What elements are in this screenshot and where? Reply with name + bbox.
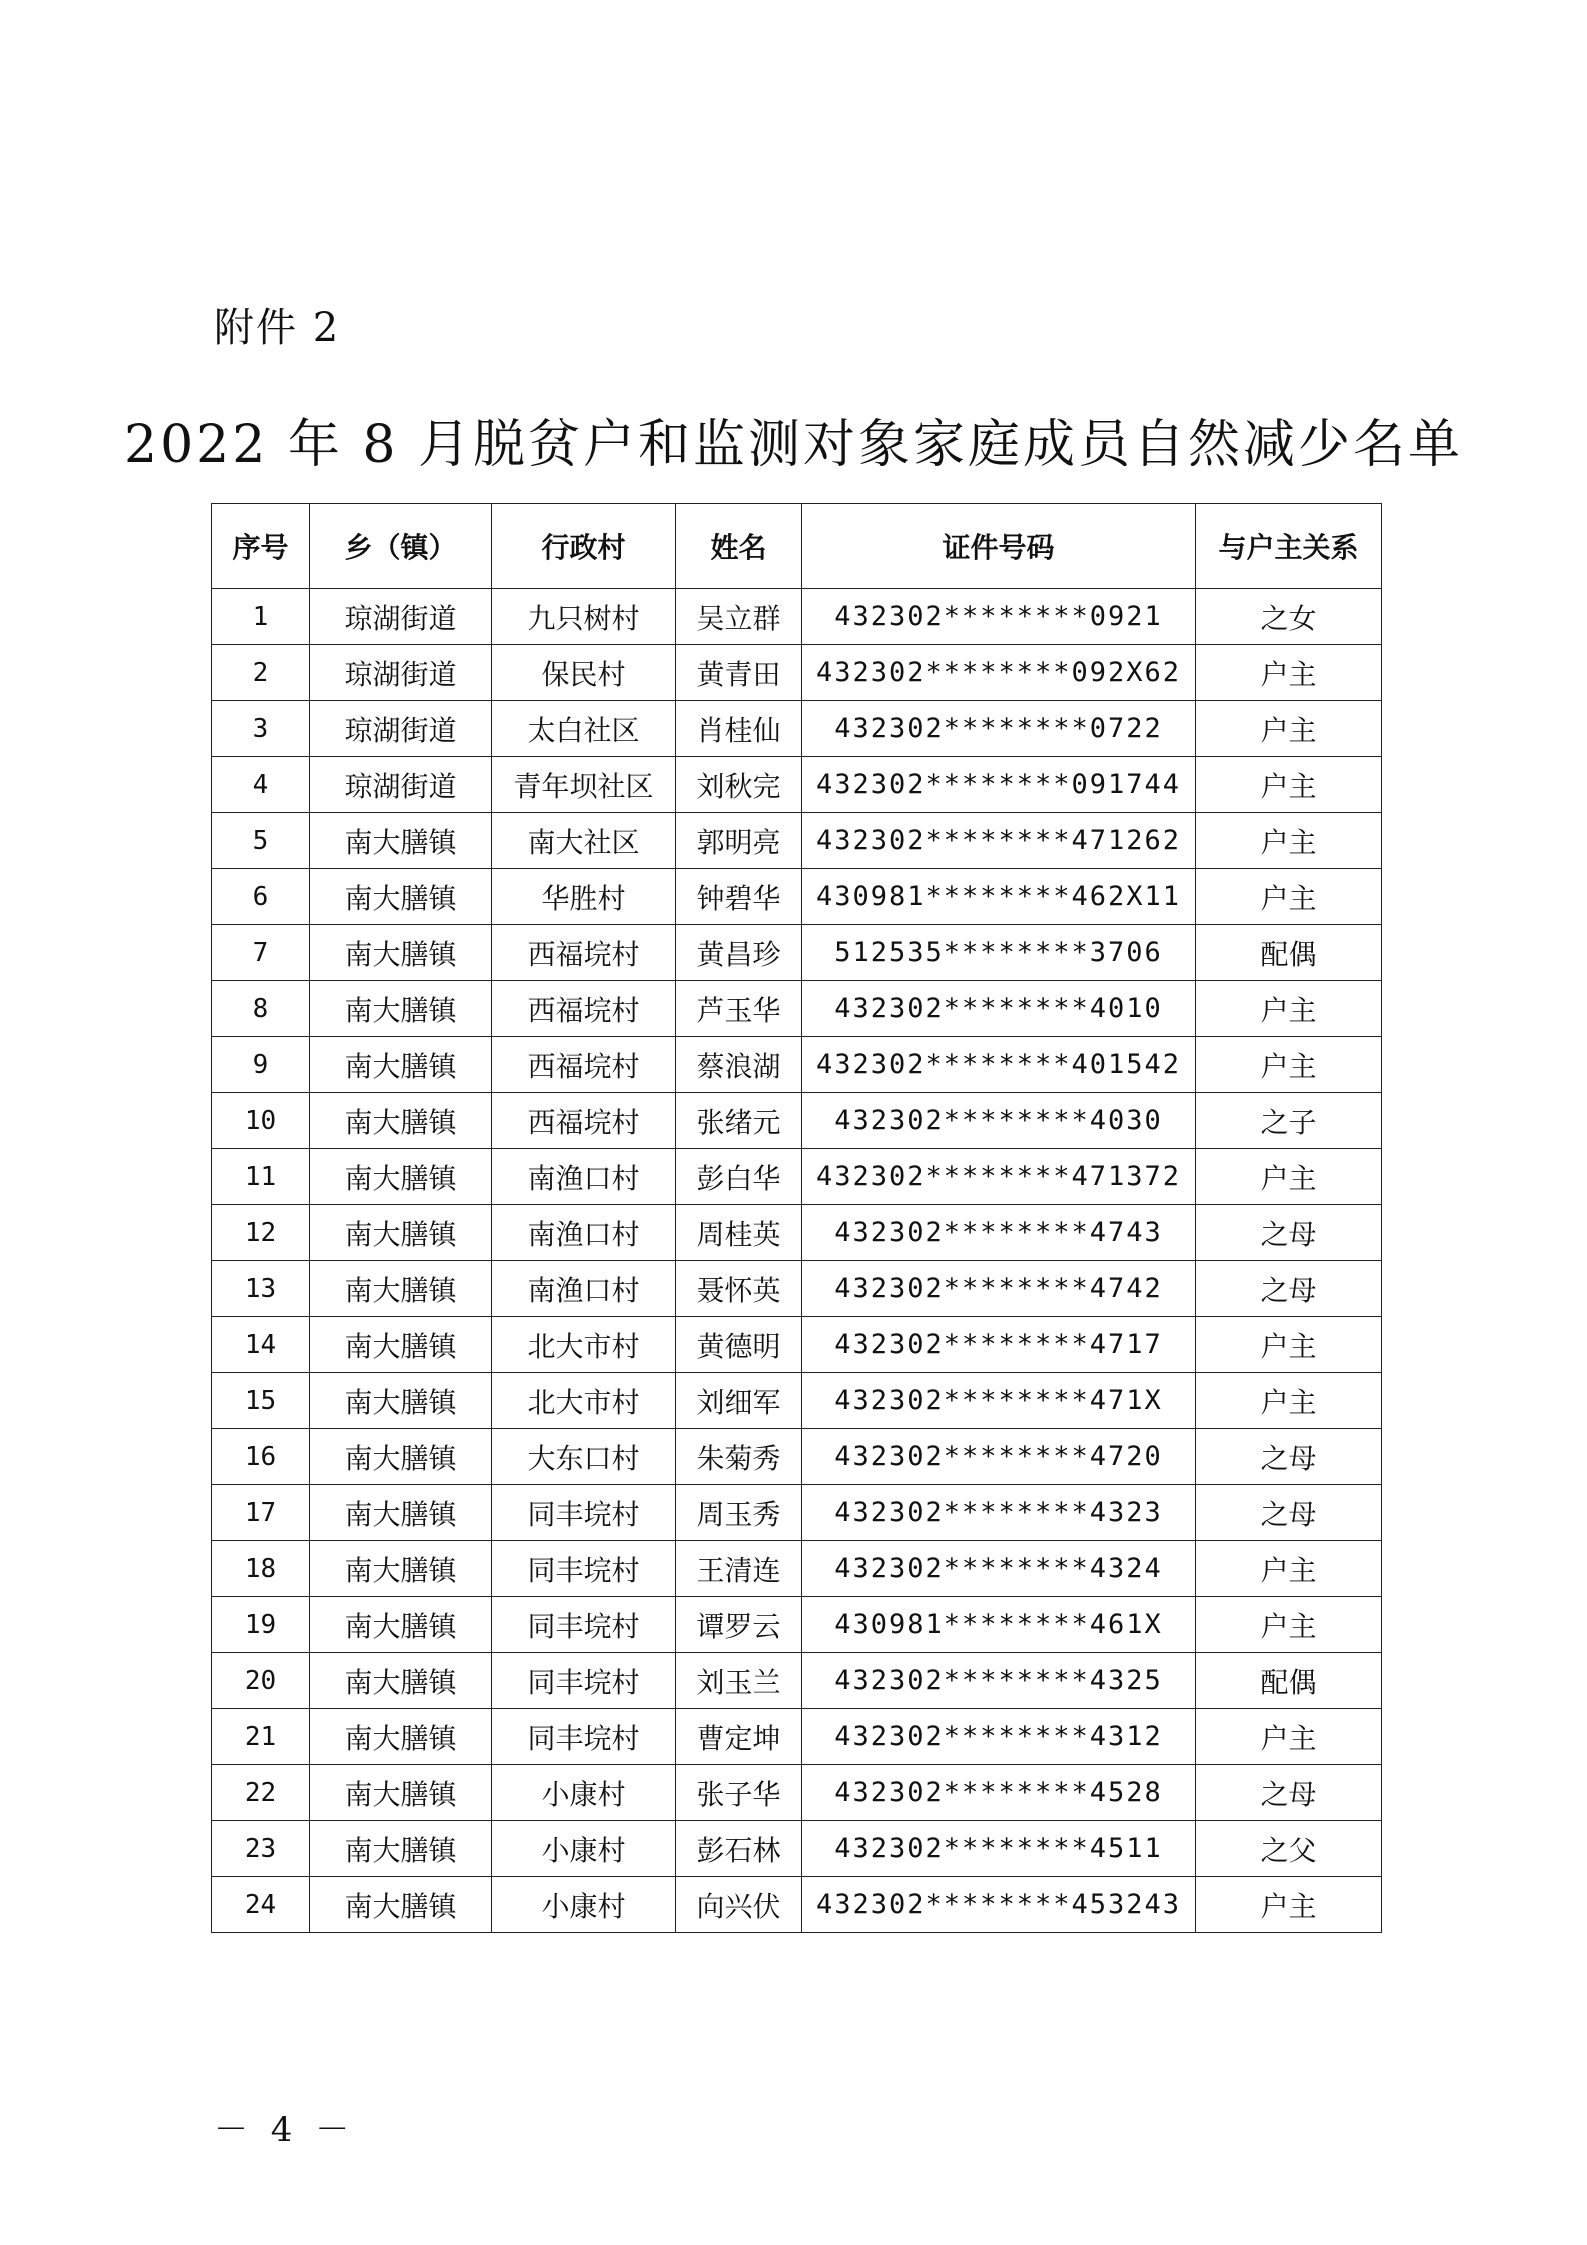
cell-name: 张子华: [676, 1765, 802, 1821]
table-row: [212, 1765, 1382, 1821]
cell-id-number: 432302********0722: [802, 701, 1196, 757]
cell-seq: 22: [212, 1765, 310, 1821]
cell-relation: 户主: [1196, 1317, 1382, 1373]
cell-village: 小康村: [492, 1765, 676, 1821]
cell-id-number: 432302********471372: [802, 1149, 1196, 1205]
cell-relation: 户主: [1196, 1597, 1382, 1653]
cell-seq: 6: [212, 869, 310, 925]
table-row: [212, 701, 1382, 757]
table-row: [212, 1821, 1382, 1877]
cell-name: 黄昌珍: [676, 925, 802, 981]
cell-town: 琼湖街道: [310, 757, 492, 813]
cell-id-number: 432302********4325: [802, 1653, 1196, 1709]
cell-name: 刘玉兰: [676, 1653, 802, 1709]
cell-relation: 之父: [1196, 1821, 1382, 1877]
table-row: [212, 1877, 1382, 1933]
cell-id-number: 432302********4742: [802, 1261, 1196, 1317]
cell-name: 曹定坤: [676, 1709, 802, 1765]
cell-village: 小康村: [492, 1821, 676, 1877]
cell-name: 刘细军: [676, 1373, 802, 1429]
cell-village: 同丰垸村: [492, 1541, 676, 1597]
cell-seq: 21: [212, 1709, 310, 1765]
cell-town: 南大膳镇: [310, 1877, 492, 1933]
cell-name: 肖桂仙: [676, 701, 802, 757]
cell-town: 南大膳镇: [310, 1149, 492, 1205]
cell-village: 同丰垸村: [492, 1709, 676, 1765]
header-town: 乡（镇）: [310, 504, 492, 589]
cell-name: 谭罗云: [676, 1597, 802, 1653]
cell-name: 周玉秀: [676, 1485, 802, 1541]
cell-relation: 户主: [1196, 1149, 1382, 1205]
cell-village: 西福垸村: [492, 925, 676, 981]
cell-town: 南大膳镇: [310, 1261, 492, 1317]
cell-town: 南大膳镇: [310, 981, 492, 1037]
cell-id-number: 432302********0921: [802, 589, 1196, 645]
cell-name: 钟碧华: [676, 869, 802, 925]
cell-relation: 之子: [1196, 1093, 1382, 1149]
cell-relation: 户主: [1196, 813, 1382, 869]
table-row: [212, 1373, 1382, 1429]
cell-village: 西福垸村: [492, 1037, 676, 1093]
table-row: [212, 757, 1382, 813]
cell-id-number: 432302********092X62: [802, 645, 1196, 701]
cell-name: 聂怀英: [676, 1261, 802, 1317]
cell-village: 同丰垸村: [492, 1597, 676, 1653]
cell-seq: 12: [212, 1205, 310, 1261]
header-id-number: 证件号码: [802, 504, 1196, 589]
cell-id-number: 432302********4010: [802, 981, 1196, 1037]
table-row: [212, 1429, 1382, 1485]
roster-table: [211, 503, 1382, 1933]
cell-id-number: 432302********4511: [802, 1821, 1196, 1877]
header-seq: 序号: [212, 504, 310, 589]
cell-town: 南大膳镇: [310, 1821, 492, 1877]
cell-seq: 19: [212, 1597, 310, 1653]
cell-seq: 17: [212, 1485, 310, 1541]
cell-relation: 户主: [1196, 869, 1382, 925]
table-row: [212, 981, 1382, 1037]
cell-name: 蔡浪湖: [676, 1037, 802, 1093]
table-row: [212, 813, 1382, 869]
cell-village: 南渔口村: [492, 1149, 676, 1205]
cell-village: 北大市村: [492, 1317, 676, 1373]
cell-id-number: 432302********4312: [802, 1709, 1196, 1765]
table-row: [212, 1205, 1382, 1261]
cell-seq: 8: [212, 981, 310, 1037]
cell-name: 彭石林: [676, 1821, 802, 1877]
cell-town: 南大膳镇: [310, 869, 492, 925]
cell-seq: 18: [212, 1541, 310, 1597]
cell-id-number: 432302********453243: [802, 1877, 1196, 1933]
cell-village: 太白社区: [492, 701, 676, 757]
cell-village: 南大社区: [492, 813, 676, 869]
cell-id-number: 432302********4324: [802, 1541, 1196, 1597]
cell-id-number: 432302********4717: [802, 1317, 1196, 1373]
attachment-label: 附件 2: [214, 305, 341, 351]
page-number: － 4 －: [214, 2110, 356, 2150]
cell-village: 南渔口村: [492, 1261, 676, 1317]
cell-seq: 23: [212, 1821, 310, 1877]
cell-seq: 9: [212, 1037, 310, 1093]
cell-relation: 户主: [1196, 757, 1382, 813]
cell-village: 西福垸村: [492, 981, 676, 1037]
table-row: [212, 645, 1382, 701]
cell-relation: 之女: [1196, 589, 1382, 645]
cell-id-number: 432302********401542: [802, 1037, 1196, 1093]
table-row: [212, 1093, 1382, 1149]
cell-id-number: 432302********4743: [802, 1205, 1196, 1261]
cell-name: 彭白华: [676, 1149, 802, 1205]
cell-town: 南大膳镇: [310, 1037, 492, 1093]
table-row: [212, 1317, 1382, 1373]
cell-seq: 15: [212, 1373, 310, 1429]
cell-town: 南大膳镇: [310, 1205, 492, 1261]
cell-name: 黄青田: [676, 645, 802, 701]
cell-id-number: 432302********091744: [802, 757, 1196, 813]
cell-town: 南大膳镇: [310, 1709, 492, 1765]
cell-relation: 户主: [1196, 981, 1382, 1037]
cell-village: 小康村: [492, 1877, 676, 1933]
cell-id-number: 432302********471X: [802, 1373, 1196, 1429]
header-village: 行政村: [492, 504, 676, 589]
table-row: [212, 1485, 1382, 1541]
cell-town: 南大膳镇: [310, 1093, 492, 1149]
cell-name: 芦玉华: [676, 981, 802, 1037]
cell-name: 黄德明: [676, 1317, 802, 1373]
cell-name: 刘秋完: [676, 757, 802, 813]
cell-town: 南大膳镇: [310, 1429, 492, 1485]
cell-village: 北大市村: [492, 1373, 676, 1429]
cell-name: 朱菊秀: [676, 1429, 802, 1485]
cell-town: 南大膳镇: [310, 1597, 492, 1653]
cell-seq: 11: [212, 1149, 310, 1205]
cell-relation: 之母: [1196, 1429, 1382, 1485]
cell-relation: 户主: [1196, 1541, 1382, 1597]
cell-name: 郭明亮: [676, 813, 802, 869]
cell-name: 张绪元: [676, 1093, 802, 1149]
cell-town: 南大膳镇: [310, 1765, 492, 1821]
cell-seq: 14: [212, 1317, 310, 1373]
cell-village: 华胜村: [492, 869, 676, 925]
cell-town: 南大膳镇: [310, 1317, 492, 1373]
document-title: 2022 年 8 月脱贫户和监测对象家庭成员自然减少名单: [123, 415, 1463, 475]
table-header-row: [212, 504, 1382, 589]
cell-id-number: 432302********4030: [802, 1093, 1196, 1149]
cell-town: 琼湖街道: [310, 701, 492, 757]
cell-relation: 户主: [1196, 1037, 1382, 1093]
cell-seq: 3: [212, 701, 310, 757]
cell-id-number: 432302********4720: [802, 1429, 1196, 1485]
cell-name: 向兴伏: [676, 1877, 802, 1933]
cell-town: 南大膳镇: [310, 1653, 492, 1709]
table-row: [212, 1541, 1382, 1597]
cell-name: 吴立群: [676, 589, 802, 645]
table-row: [212, 1709, 1382, 1765]
cell-town: 南大膳镇: [310, 1485, 492, 1541]
cell-village: 大东口村: [492, 1429, 676, 1485]
cell-relation: 配偶: [1196, 925, 1382, 981]
cell-relation: 户主: [1196, 1373, 1382, 1429]
cell-relation: 户主: [1196, 1709, 1382, 1765]
cell-seq: 1: [212, 589, 310, 645]
cell-id-number: 512535********3706: [802, 925, 1196, 981]
cell-seq: 13: [212, 1261, 310, 1317]
table-row: [212, 925, 1382, 981]
table-body: [212, 589, 1382, 1933]
cell-village: 同丰垸村: [492, 1485, 676, 1541]
header-relation: 与户主关系: [1196, 504, 1382, 589]
cell-seq: 5: [212, 813, 310, 869]
cell-village: 保民村: [492, 645, 676, 701]
table-row: [212, 1653, 1382, 1709]
cell-name: 周桂英: [676, 1205, 802, 1261]
cell-id-number: 432302********471262: [802, 813, 1196, 869]
cell-relation: 之母: [1196, 1765, 1382, 1821]
table-row: [212, 1149, 1382, 1205]
cell-relation: 配偶: [1196, 1653, 1382, 1709]
table-row: [212, 589, 1382, 645]
cell-village: 同丰垸村: [492, 1653, 676, 1709]
cell-seq: 4: [212, 757, 310, 813]
cell-relation: 户主: [1196, 1877, 1382, 1933]
cell-village: 青年坝社区: [492, 757, 676, 813]
cell-town: 南大膳镇: [310, 813, 492, 869]
cell-seq: 16: [212, 1429, 310, 1485]
cell-seq: 2: [212, 645, 310, 701]
header-name: 姓名: [676, 504, 802, 589]
cell-relation: 户主: [1196, 645, 1382, 701]
table-row: [212, 1037, 1382, 1093]
table-row: [212, 1261, 1382, 1317]
cell-village: 西福垸村: [492, 1093, 676, 1149]
cell-relation: 之母: [1196, 1205, 1382, 1261]
cell-relation: 之母: [1196, 1261, 1382, 1317]
cell-seq: 24: [212, 1877, 310, 1933]
cell-relation: 户主: [1196, 701, 1382, 757]
cell-seq: 10: [212, 1093, 310, 1149]
cell-id-number: 430981********462X11: [802, 869, 1196, 925]
cell-town: 南大膳镇: [310, 1541, 492, 1597]
cell-village: 南渔口村: [492, 1205, 676, 1261]
cell-seq: 7: [212, 925, 310, 981]
cell-name: 王清连: [676, 1541, 802, 1597]
table-row: [212, 1597, 1382, 1653]
table-row: [212, 869, 1382, 925]
cell-seq: 20: [212, 1653, 310, 1709]
cell-town: 南大膳镇: [310, 925, 492, 981]
cell-town: 南大膳镇: [310, 1373, 492, 1429]
cell-village: 九只树村: [492, 589, 676, 645]
cell-id-number: 432302********4323: [802, 1485, 1196, 1541]
cell-id-number: 430981********461X: [802, 1597, 1196, 1653]
cell-relation: 之母: [1196, 1485, 1382, 1541]
cell-town: 琼湖街道: [310, 589, 492, 645]
cell-id-number: 432302********4528: [802, 1765, 1196, 1821]
cell-town: 琼湖街道: [310, 645, 492, 701]
